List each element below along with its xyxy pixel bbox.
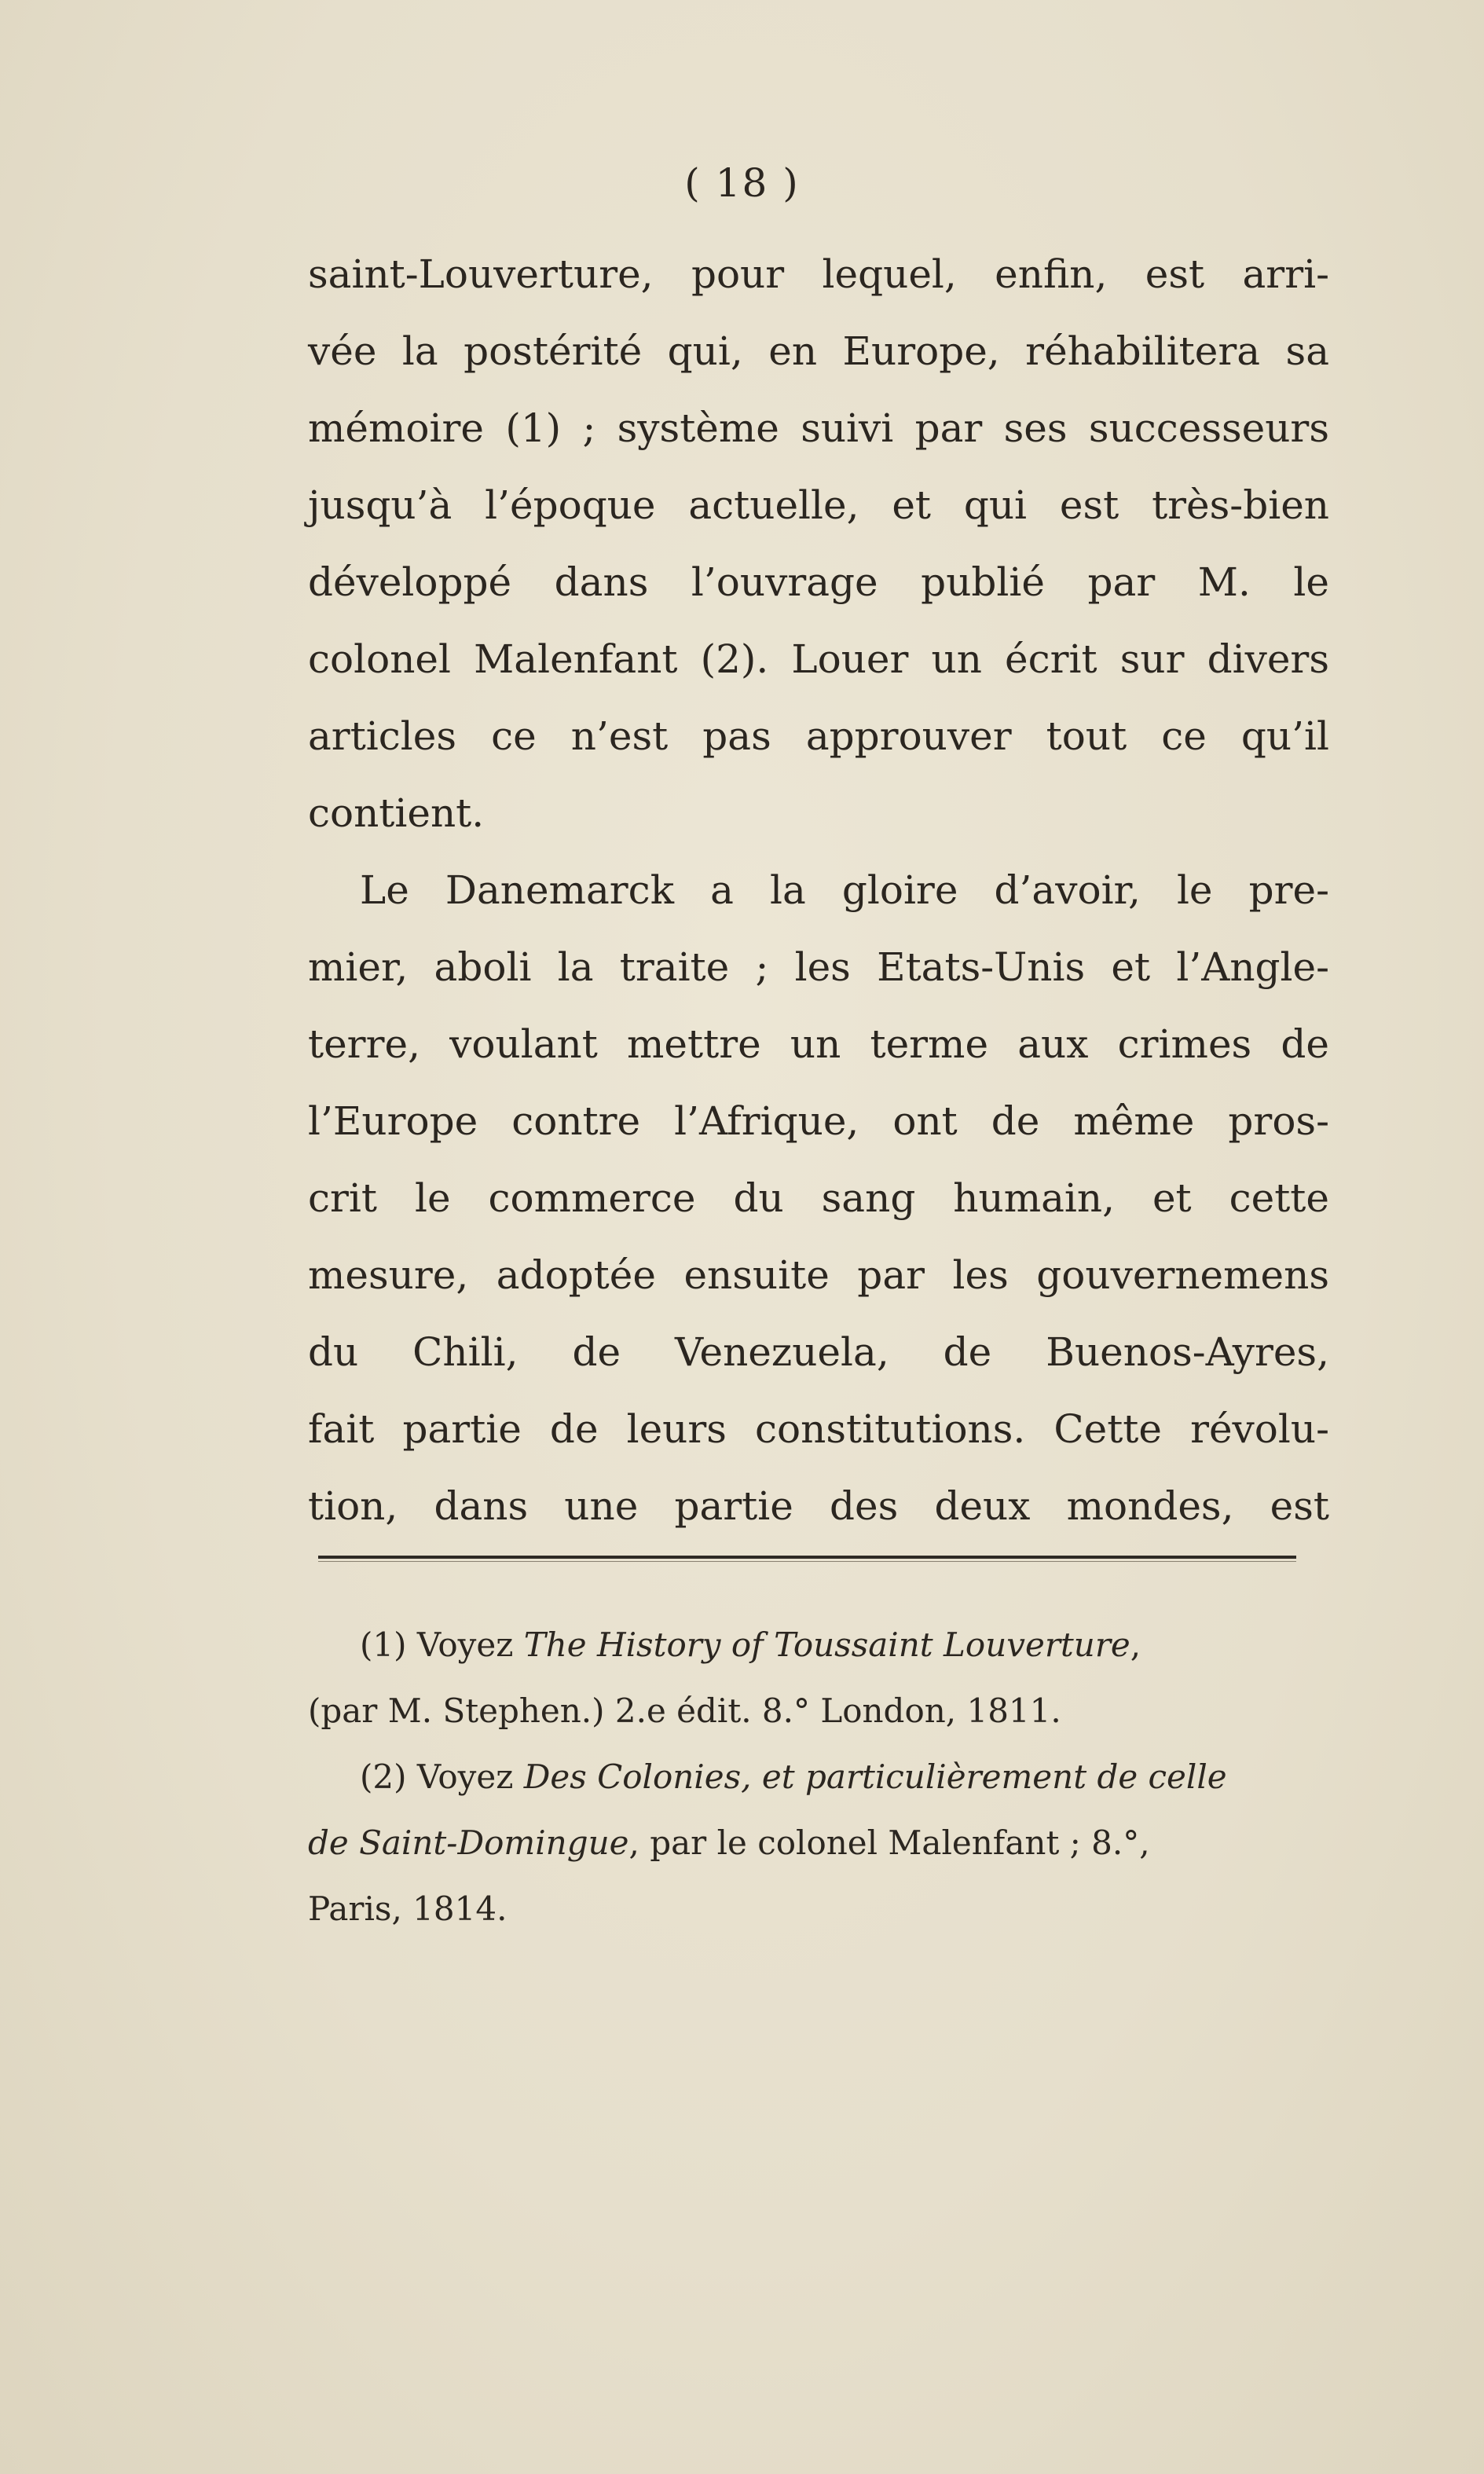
text-line: mesure, adoptée ensuite par les gouvernemens (308, 1252, 1329, 1298)
text-line: saint-Louverture, pour lequel, enfin, est arri- (308, 251, 1329, 297)
text-line: développé dans l’ouvrage publié par M. le (308, 559, 1329, 605)
text-line: colonel Malenfant (2). Louer un écrit sur divers (308, 636, 1329, 682)
footnote-2-title-part2: de Saint-Domingue (308, 1823, 629, 1862)
footnote-2-title-part1: Des Colonies, et particulièrement de celle (523, 1757, 1227, 1796)
footnote-2-marker: (2) Voyez (360, 1757, 514, 1796)
text-line: du Chili, de Venezuela, de Buenos-Ayres, (308, 1329, 1329, 1375)
text-line: Le Danemarck a la gloire d’avoir, le pre- (360, 867, 1329, 913)
footnote-1-punct: , (1130, 1626, 1141, 1664)
page-number: ( 18 ) (684, 160, 800, 206)
text-line: mémoire (1) ; système suivi par ses successeurs (308, 405, 1329, 451)
text-line: jusqu’à l’époque actuelle, et qui est très-bien (308, 482, 1329, 528)
footnote-2-rest: , par le colonel Malenfant ; 8.°, (628, 1823, 1150, 1862)
footnote-rule (318, 1556, 1296, 1559)
text-line: articles ce n’est pas approuver tout ce qu’il (308, 713, 1329, 759)
text-line: mier, aboli la traite ; les Etats-Unis et l’Angle- (308, 944, 1329, 990)
footnote-1-title: The History of Toussaint Louverture (523, 1626, 1130, 1664)
text-line: fait partie de leurs constitutions. Cette révolu- (308, 1406, 1329, 1452)
text-line: crit le commerce du sang humain, et cette (308, 1175, 1329, 1221)
main-text (308, 236, 1329, 1545)
footnote-rule-shadow (318, 1561, 1296, 1562)
footnote-2-line-3: Paris, 1814. (308, 1889, 507, 1928)
text-line: contient. (308, 790, 485, 836)
footnote-1-marker: (1) Voyez (360, 1626, 514, 1664)
text-line: vée la postérité qui, en Europe, réhabilitera sa (308, 328, 1329, 374)
text-line: terre, voulant mettre un terme aux crimes de (308, 1021, 1329, 1067)
footnote-2-line-2 (308, 1810, 1329, 1876)
text-line: l’Europe contre l’Afrique, ont de même pros- (308, 1098, 1329, 1144)
footnote-2-line-1 (308, 1744, 1329, 1810)
footnote-1-line-2: (par M. Stephen.) 2.e édit. 8.° London, 1811. (308, 1691, 1061, 1730)
footnotes (308, 1612, 1329, 1942)
text-line: tion, dans une partie des deux mondes, est (308, 1483, 1329, 1529)
footnote-1-line-1 (308, 1612, 1329, 1678)
